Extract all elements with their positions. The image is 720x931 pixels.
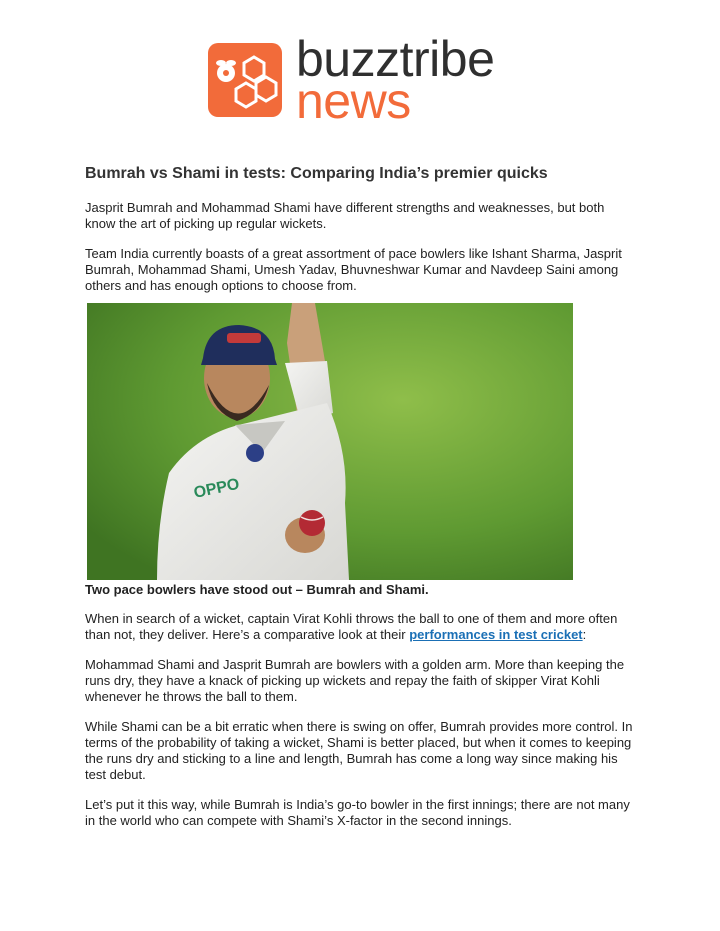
link-paragraph-before: When in search of a wicket, captain Virat Kohli throws the ball to one of them and more often than not, they deliver. Here’s a comparative look at their [85,611,618,642]
logo-wordmark-news: news [296,73,411,129]
photo-caption: Two pace bowlers have stood out – Bumrah and Shami. [85,582,429,597]
performances-link[interactable]: performances in test cricket [409,627,583,642]
logo-wordmark-buzztribe: buzztribe [296,31,495,87]
intro-paragraph-1: Jasprit Bumrah and Mohammad Shami have different strengths and weaknesses, but both know the art of picking up regular wickets. [85,200,605,231]
link-paragraph-after: : [582,627,587,642]
body-paragraph-2: While Shami can be a bit erratic when there is swing on offer, Bumrah provides more control. In terms of the probability of taking a wicket, Shami is better placed, but when it comes to keeping the runs dry and sticking to a line and length, Bumrah has come a long way since making his test debut. [85,719,633,782]
body-paragraph-1: Mohammad Shami and Jasprit Bumrah are bowlers with a golden arm. More than keeping the runs dry, they have a knack of picking up wickets and repay the faith of skipper Virat Kohli whenever he throws the ball to them. [85,657,625,704]
article-body [85,611,635,843]
article-intro [85,164,635,308]
site-logo[interactable] [208,31,518,129]
jersey-sponsor-text: OPPO [192,475,242,502]
intro-paragraph-2: Team India currently boasts of a great assortment of pace bowlers like Ishant Sharma, Jasprit Bumrah, Mohammad Shami, Umesh Yadav, Bhuvneshwar Kumar and Navdeep Saini among others and has enough options to choose from. [85,246,622,293]
body-paragraph-3: Let’s put it this way, while Bumrah is India’s go-to bowler in the first innings; there are not many in the world who can compete with Shami’s X-factor in the second innings. [85,797,630,828]
body-paragraph-link [85,611,635,643]
article-photo [87,303,573,580]
cricket-bowler-photo [87,303,573,580]
article-title: Bumrah vs Shami in tests: Comparing India’s premier quicks [85,165,548,182]
bee-hive-icon [208,43,282,117]
